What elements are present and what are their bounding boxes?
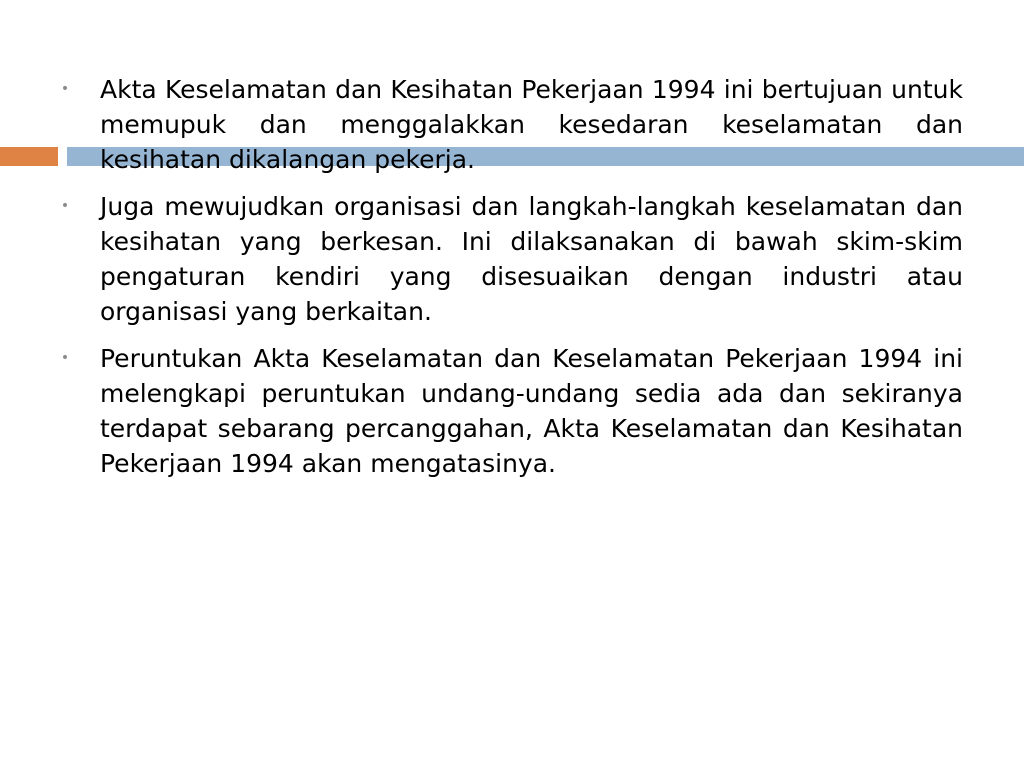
bullet-text-1: Akta Keselamatan dan Kesihatan Pekerjaan 1994 ini bertujuan untuk memupuk dan menggalakkan kesedaran keselamatan dan kesihatan dikalangan pekerja. xyxy=(100,75,963,174)
bullet-dot-icon: • xyxy=(60,350,70,366)
bullet-text-3: Peruntukan Akta Keselamatan dan Keselamatan Pekerjaan 1994 ini melengkapi peruntukan undang-undang sedia ada dan sekiranya terdapat sebarang percanggahan, Akta Keselamatan dan Kesihatan Pekerjaan 1994 akan mengatasinya. xyxy=(100,344,963,478)
bullet-item-1 xyxy=(60,72,963,177)
bullet-item-3 xyxy=(60,341,963,481)
bullet-item-2 xyxy=(60,189,963,329)
bullet-text-2: Juga mewujudkan organisasi dan langkah-langkah keselamatan dan kesihatan yang berkesan. Ini dilaksanakan di bawah skim-skim pengaturan kendiri yang disesuaikan dengan industri atau organisasi yang berkaitan. xyxy=(100,192,963,326)
header-accent-orange xyxy=(0,147,58,166)
slide-content xyxy=(60,72,963,493)
bullet-dot-icon: • xyxy=(60,81,70,97)
bullet-list xyxy=(60,72,963,481)
bullet-dot-icon: • xyxy=(60,198,70,214)
